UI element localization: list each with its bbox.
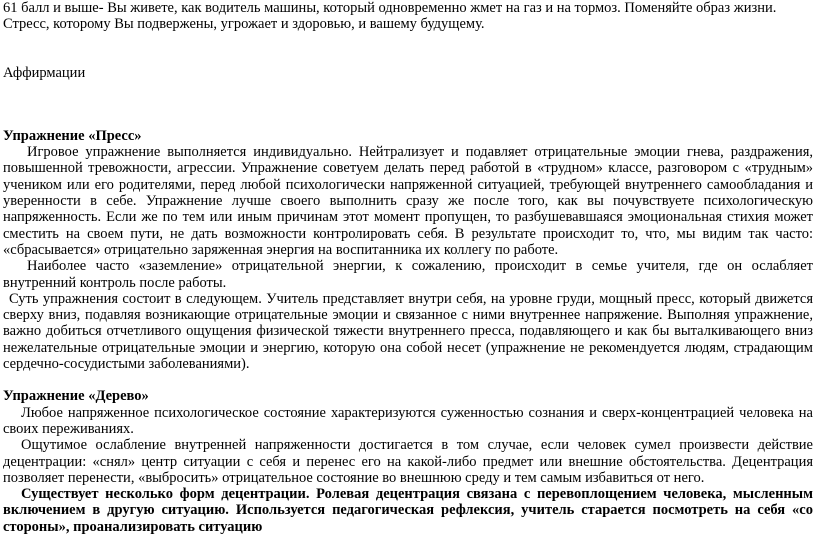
press-exercise-title: Упражнение «Пресс»: [3, 127, 142, 144]
tree-paragraph-3: Существует несколько форм децентрации. Ролевая децентрация связана с перевоплощением человека, мысленным включением в другую ситуацию. Используется педагогическая рефлексия, учитель старается посмотреть на себя «со стороны», проанализировать ситуацию: [3, 486, 813, 535]
tree-paragraph-1: Любое напряженное психологическое состояние характеризуются суженностью сознания и сверх-концентрацией человека на своих переживаниях.: [3, 404, 813, 437]
tree-paragraph-2: Ощутимое ослабление внутренней напряженности достигается в том случае, если человек сумел произвести действие децентрации: «снял» центр ситуации с себя и перенес его на какой-либо предмет или внешние обстоятельства. Децентрация позволяет перенести, «выбросить» отрицательное состояние во внешнюю среду и тем самым избавиться от него.: [3, 437, 813, 486]
press-paragraph-1: Игровое упражнение выполняется индивидуально. Нейтрализует и подавляет отрицательные эмоции гнева, раздражения, повышенной тревожности, агрессии. Упражнение советуем делать перед работой в «трудном» классе, разговором с «трудным» учеником или его родителями, перед любой психологически напряженной ситуацией, требующей внутреннего самообладания и уверенности в себе. Упражнение лучше своего выполнить сразу же после того, как вы почувствуете психологическую напряженность. Если же по тем или иным причинам этот момент пропущен, то разбушевавшаяся эмоциональная стихия может сместить на своем пути, не дать возможности контролировать себя. В результате происходит то, что, мы видим так часто: «сбрасывается» отрицательно заряженная энергия на воспитанника их коллегу по работе.: [3, 144, 813, 258]
tree-exercise-title: Упражнение «Дерево»: [3, 388, 149, 405]
press-paragraph-2: Наиболее часто «заземление» отрицательной энергии, к сожалению, происходит в семье учителя, где он ослабляет внутренний контроль после работы.: [3, 258, 813, 291]
press-paragraph-3: Суть упражнения состоит в следующем. Учитель представляет внутри себя, на уровне груди, мощный пресс, который движется сверху вниз, подавляя возникающие отрицательные эмоции и связанное с ними внутреннее напряжение. Выполняя упражнение, важно добиться отчетливого ощущения физической тяжести внутреннего пресса, подавляющего и как бы выталкивающего вниз нежелательные отрицательные эмоции и энергию, которую она собой несет (упражнение не рекомендуется людям, страдающим сердечно-сосудистыми заболеваниями).: [3, 290, 813, 373]
intro-paragraph: 61 балл и выше- Вы живете, как водитель машины, который одновременно жмет на газ и на тормоз. Поменяйте образ жизни. Стресс, которому Вы подвержены, угрожает и здоровью, и вашему будущему.: [3, 0, 777, 33]
affirmations-heading: Аффирмации: [3, 64, 86, 81]
